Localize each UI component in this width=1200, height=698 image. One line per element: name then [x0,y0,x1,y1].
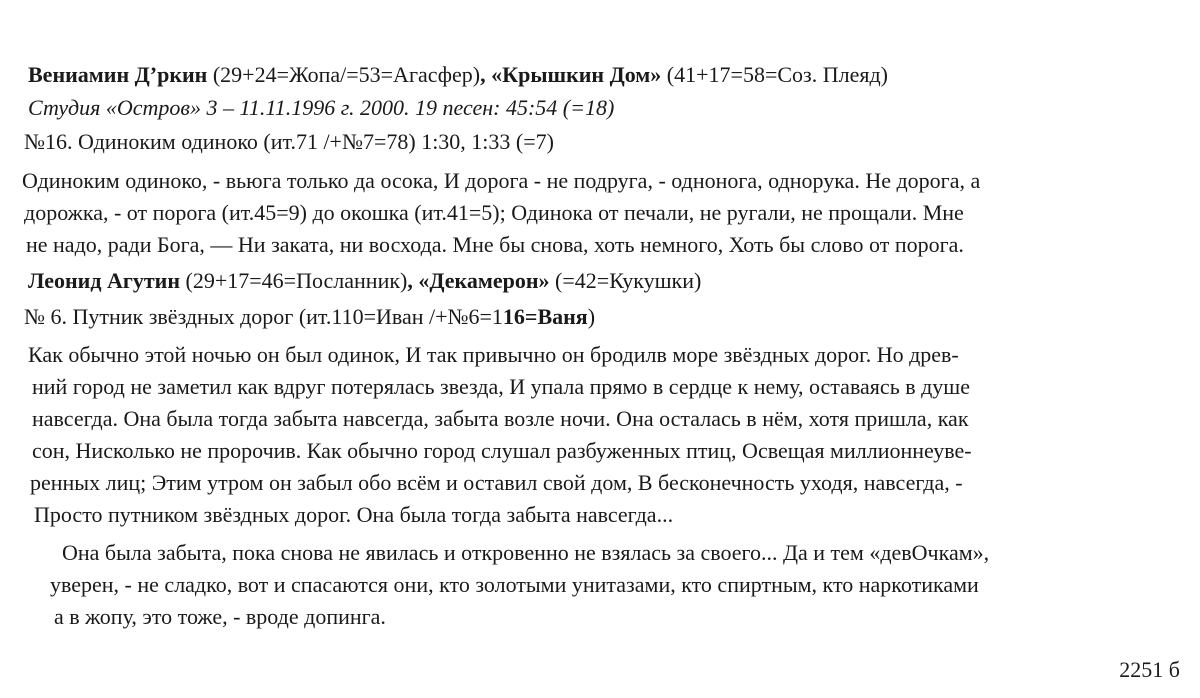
block1-comma: , [480,62,492,87]
block1-lyrics [22,165,980,261]
block2-track-prefix: № 6. Путник звёздных дорог (ит.110=Иван /+№6=1 [24,304,503,329]
block1-artist: Вениамин Д’ркин [28,62,208,87]
block1-header [28,62,888,88]
block1-album: «Крышкин Дом» [491,62,662,87]
block2-artist-calc: (29+17=46=Посланник) [180,268,408,293]
block2-header [28,268,701,294]
block1-artist-calc: (29+24=Жопа/=53=Агасфер) [207,62,481,87]
block2-artist: Леонид Агутин [28,268,181,293]
commentary-line: Она была забыта, пока снова не явилась и откровенно не взялась за своего... Да и тем «девОчкам», [62,540,990,565]
block1-studio-line: Студия «Остров» 3 – 11.11.1996 г. 2000. 19 песен: 45:54 (=18) [28,95,615,120]
block2-album: «Декамерон» [418,268,550,293]
block2-lyrics [28,339,972,531]
block2-track-suffix: ) [587,304,596,329]
block2-lyrics-line: ний город не заметил как вдруг потерялась звезда, И упала прямо в сердце к нему, оставаясь в душе [32,374,971,399]
block1-lyrics-line: не надо, ради Бога, — Ни заката, ни восхода. Мне бы снова, хоть немного, Хоть бы слово от порога. [26,232,964,257]
block1-track-line: №16. Одиноким одиноко (ит.71 /+№7=78) 1:30, 1:33 (=7) [24,129,554,154]
block2-album-calc: (=42=Кукушки) [549,268,702,293]
block2-comma: , [407,268,419,293]
block2-lyrics-line: сон, Нисколько не пророчив. Как обычно город слушал разбуженных птиц, Освещая миллионнеуве- [32,438,972,463]
block1-lyrics-line: дорожка, - от порога (ит.45=9) до окошка (ит.41=5); Одинока от печали, не ругали, не прощали. Мне [24,200,964,225]
block2-lyrics-line: ренных лиц; Этим утром он забыл обо всём и оставил свой дом, В бесконечность уходя, навсегда, - [30,470,963,495]
commentary-line: а в жопу, это тоже, - вроде допинга. [54,604,386,629]
block2-track-line [24,304,595,330]
block2-lyrics-line: навсегда. Она была тогда забыта навсегда, забыта возле ночи. Она осталась в нём, хотя пришла, как [32,406,969,431]
commentary [48,537,989,633]
block1-lyrics-line: Одиноким одиноко, - вьюга только да осока, И дорога - не подруга, - однонога, однорука. Не дорога, а [22,168,981,193]
commentary-line: уверен, - не сладко, вот и спасаются они, кто золотыми унитазами, кто спиртным, кто наркотиками [50,572,979,597]
block2-lyrics-line: Как обычно этой ночью он был одинок, И так привычно он бродилв море звёздных дорог. Но древ- [28,342,959,367]
block2-track-bold: 16=Ваня [502,304,588,329]
block1-album-calc: (41+17=58=Соз. Плеяд) [661,62,888,87]
page-number: 2251 б [1119,657,1180,682]
block2-lyrics-line: Просто путником звёздных дорог. Она была тогда забыта навсегда... [34,502,674,527]
